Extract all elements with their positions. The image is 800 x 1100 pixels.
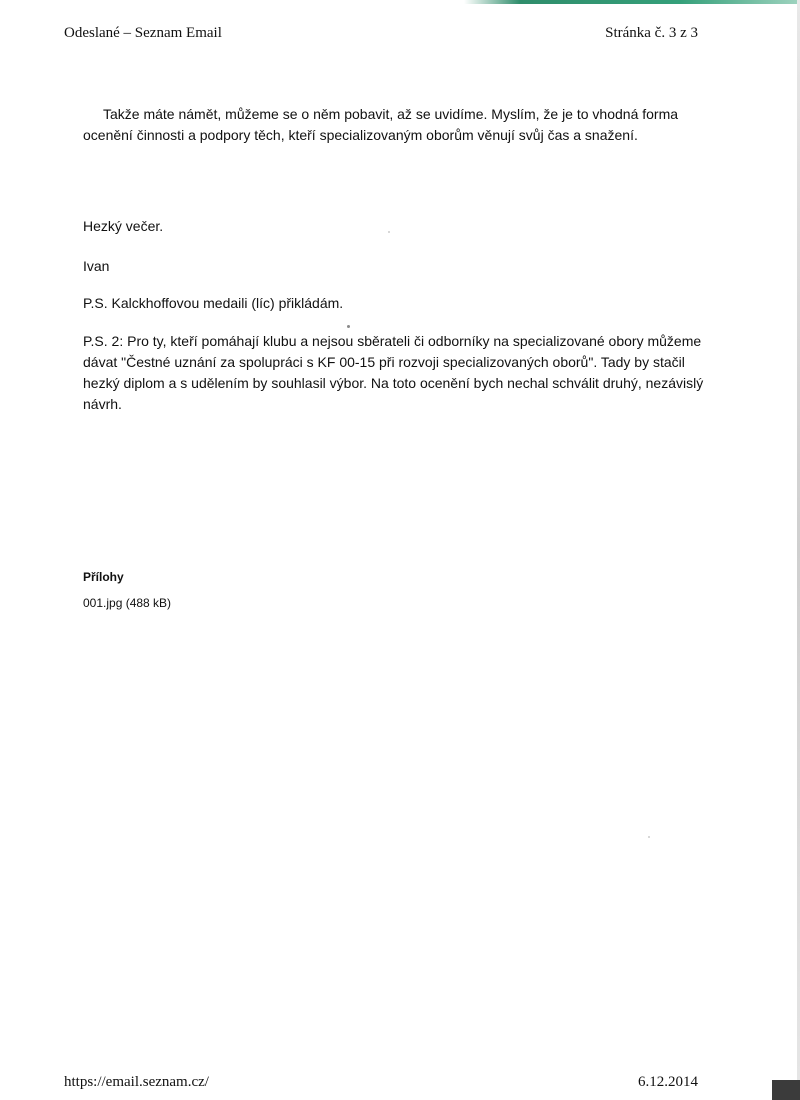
scan-speck xyxy=(347,325,350,328)
print-footer-url: https://email.seznam.cz/ xyxy=(64,1074,209,1090)
print-header-title: Odeslané – Seznam Email xyxy=(64,25,222,41)
scan-speck xyxy=(648,836,650,838)
message-paragraph-main: Takže máte námět, můžeme se o něm pobavit, až se uvidíme. Myslím, že je to vhodná forma ocenění činnosti a podpory těch, kteří specializovaným oborům věnují svůj čas a snažení. xyxy=(83,106,679,143)
attachment-file-link[interactable]: 001.jpg (488 kB) xyxy=(83,596,172,610)
attachments-heading: Přílohy xyxy=(83,570,124,584)
print-page-indicator: Stránka č. 3 z 3 xyxy=(605,25,698,41)
message-ps2: P.S. 2: Pro ty, kteří pomáhají klubu a nejsou sběrateli či odborníky na specializované obory můžeme dávat "Čestné uznání za spolupráci s KF 00-15 při rozvoji specializovaných oborů". Tady by stačil hezký diplom a s udělením by souhlasil výbor. Na toto ocenění bych nechal schválit druhý, nezávislý návrh. xyxy=(83,333,704,412)
scan-corner-shadow xyxy=(772,1080,800,1100)
scan-speck xyxy=(388,231,390,233)
message-signature: Ivan xyxy=(83,258,110,274)
message-ps1: P.S. Kalckhoffovou medaili (líc) přikládám. xyxy=(83,295,344,311)
message-greeting: Hezký večer. xyxy=(83,218,164,234)
print-footer-date: 6.12.2014 xyxy=(638,1074,698,1090)
scan-top-strip xyxy=(0,0,800,4)
